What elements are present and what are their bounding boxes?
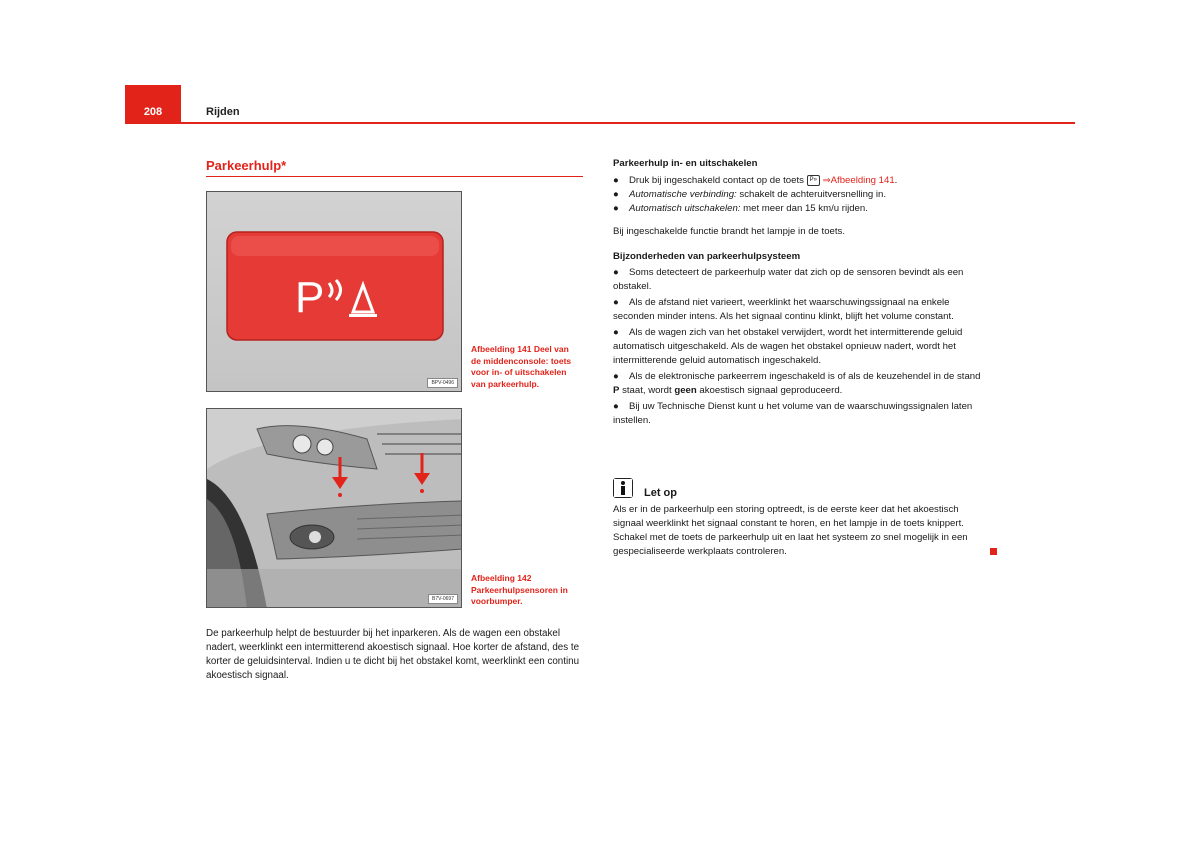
list-item: ● Automatische verbinding: schakelt de achteruitversnelling in. <box>613 189 887 200</box>
section-title: Parkeerhulp* <box>206 158 287 173</box>
intro-paragraph: De parkeerhulp helpt de bestuurder bij het inparkeren. Als de wagen een obstakel nadert, weerklinkt een intermitterend akoestisch signaal. Hoe korter de afstand, des te korter de geluidsinterval. Indien u te dicht bij het obstakel komt, weerklinkt een continu akoestisch signaal. <box>206 628 580 681</box>
list-item: ● Als de wagen zich van het obstakel verwijdert, wordt het intermitterende geluid automatisch uitgeschakeld. Als de wagen het obstakel opnieuw nadert, wordt het intermitterende geluid automatisch ingeschakeld. <box>613 327 963 366</box>
parking-button-icon: P» <box>807 175 820 186</box>
section-end-marker <box>990 548 997 555</box>
list-item: ● Bij uw Technische Dienst kunt u het volume van de waarschuwingssignalen laten instellen. <box>613 401 973 426</box>
figure-link[interactable]: ⇒Afbeelding 141 <box>822 175 895 186</box>
figure-141 <box>206 191 462 392</box>
subheading-details: Bijzonderheden van parkeerhulpsysteem <box>613 251 801 262</box>
info-icon <box>613 478 633 498</box>
svg-text:P: P <box>295 273 325 322</box>
list-item: ● Soms detecteert de parkeerhulp water dat zich op de sensoren bevindt als een obstakel. <box>613 267 964 292</box>
parking-button-illustration <box>207 192 462 392</box>
list-item: ● Als de elektronische parkeerrem ingeschakeld is of als de keuzehendel in de stand P staat, wordt geen akoestisch signaal geproduceerd. <box>613 371 981 396</box>
details-list <box>613 266 988 428</box>
subheading-switch: Parkeerhulp in- en uitschakelen <box>613 158 758 169</box>
chapter-title: Rijden <box>206 106 240 118</box>
front-bumper-illustration <box>207 409 462 608</box>
figure-code: BPV-0496 <box>427 378 458 388</box>
list-item: ● Als de afstand niet varieert, weerklinkt het waarschuwingssignaal na enkele seconden minder intens. Als het signaal continu klinkt, blijft het volume constant. <box>613 297 954 322</box>
right-column <box>613 157 988 428</box>
paragraph: Bij ingeschakelde functie brandt het lampje in de toets. <box>613 226 845 237</box>
figure-141-caption: Afbeelding 141 Deel van de middenconsole: toets voor in- of uitschakelen van parkeerhulp. <box>471 344 572 389</box>
figure-142-caption: Afbeelding 142 Parkeerhulpsensoren in voorbumper. <box>471 573 568 606</box>
list-item: ● Druk bij ingeschakeld contact op de toets P» ⇒Afbeelding 141. <box>613 175 898 186</box>
page-number: 208 <box>143 106 163 118</box>
switch-list <box>613 174 988 216</box>
figure-142 <box>206 408 462 608</box>
list-item: ● Automatisch uitschakelen: met meer dan 15 km/u rijden. <box>613 203 868 214</box>
tip-title: Let op <box>644 487 677 499</box>
tip-text: Als er in de parkeerhulp een storing optreedt, is de eerste keer dat het akoestisch signaal weerklinkt het signaal constant te horen, en het lampje in de toets knippert. Schakel met de toets de parkeerhulp uit en laat het systeem zo snel mogelijk in een gespecialiseerde werkplaats controleren. <box>613 504 968 557</box>
section-rule <box>206 176 583 177</box>
figure-code: B7V-0697 <box>428 594 458 604</box>
header-rule <box>125 122 1075 124</box>
